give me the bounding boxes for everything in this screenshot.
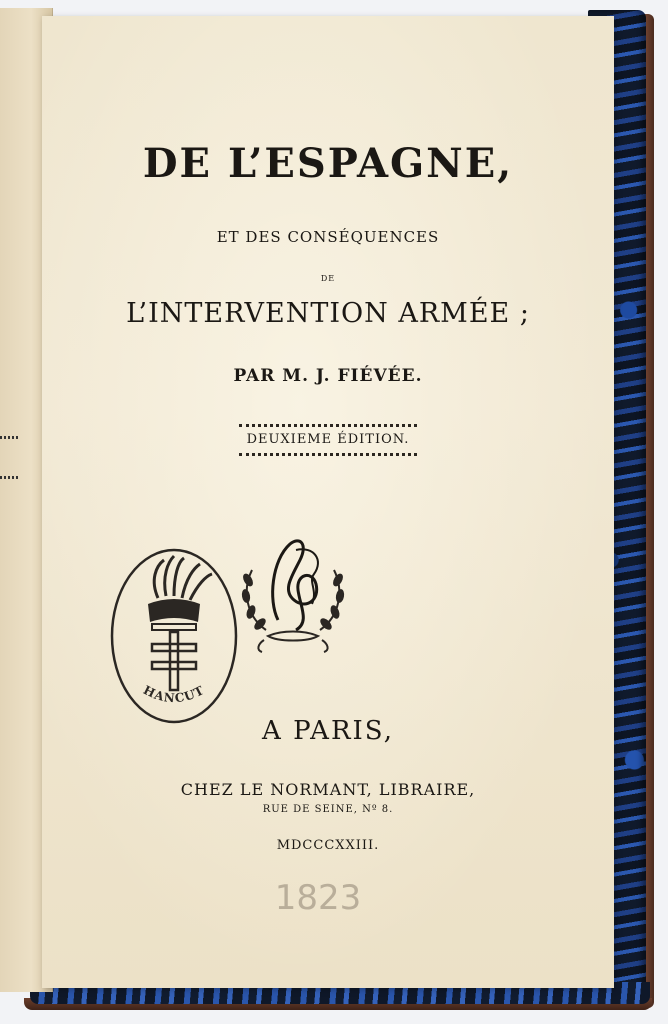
title-page	[42, 16, 614, 988]
publication-city: A PARIS,	[262, 716, 394, 746]
facing-page-mark	[0, 476, 18, 479]
handwritten-year: 1823	[274, 878, 362, 918]
edition-block	[42, 424, 614, 456]
facing-page-mark	[0, 436, 18, 439]
crown-cross-stamp-icon	[108, 546, 240, 726]
stamp-label: HANCUT	[141, 682, 207, 706]
book-title: DE L’ESPAGNE,	[142, 140, 514, 187]
book-subtitle: ET DES CONSÉQUENCES	[216, 228, 440, 246]
publisher-address: RUE DE SEINE, Nº 8.	[262, 804, 394, 815]
edition-label: DEUXIEME ÉDITION.	[239, 424, 418, 456]
publication-year: MDCCCXXIII.	[276, 838, 380, 853]
book-title-second: L’INTERVENTION ARMÉE ;	[126, 298, 530, 329]
book-author: PAR M. J. FIÉVÉE.	[233, 366, 423, 386]
title-connector: DE	[320, 274, 336, 283]
monogram-wreath-icon	[238, 530, 348, 656]
publisher-name: CHEZ LE NORMANT, LIBRAIRE,	[180, 780, 476, 799]
